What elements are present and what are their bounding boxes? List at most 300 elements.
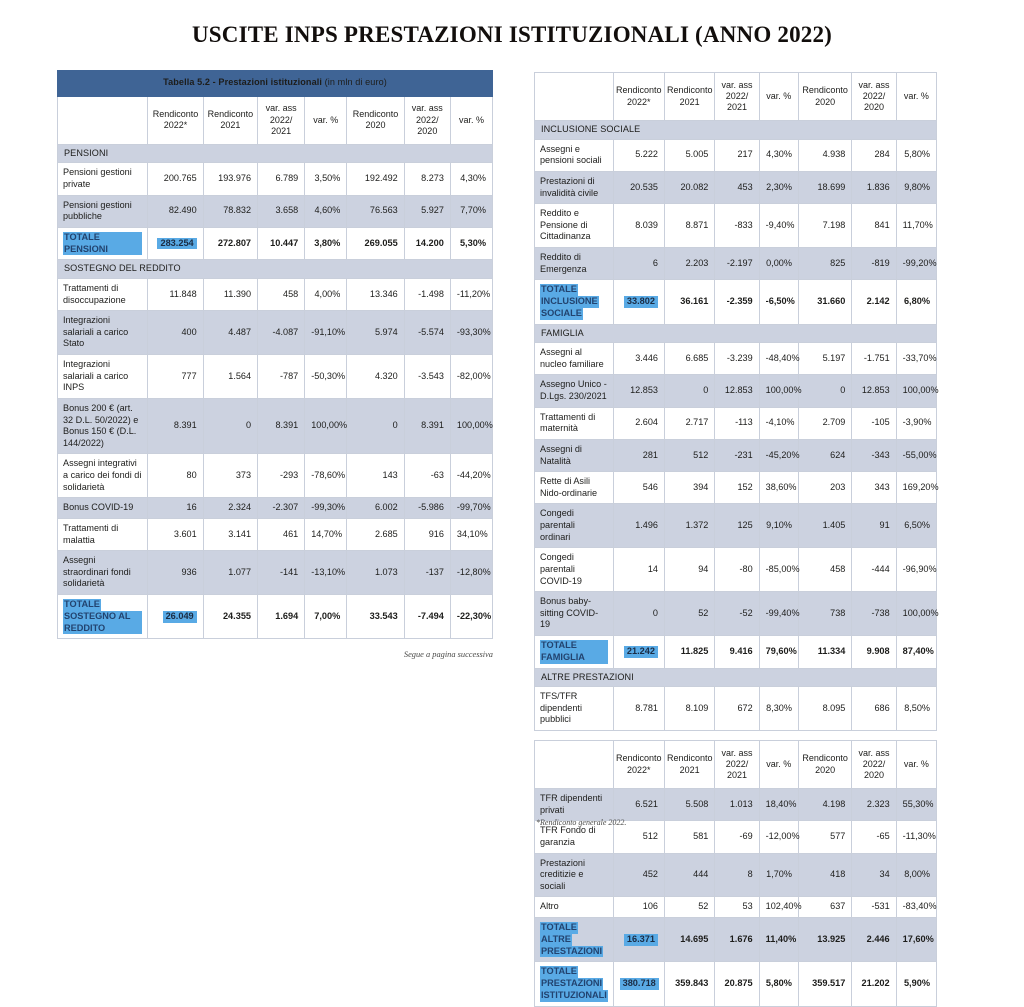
data-cell: -12,00%	[759, 821, 798, 853]
column-header-line: 2020	[365, 120, 386, 131]
data-cell: 461	[258, 518, 305, 550]
data-cell: -12,80%	[450, 551, 492, 595]
data-cell: 5.197	[798, 343, 851, 375]
total-value-cell: 359.843	[664, 962, 714, 1006]
total-value-cell: 359.517	[798, 962, 851, 1006]
data-cell: -85,00%	[759, 548, 798, 592]
total-value-cell: 2.446	[852, 918, 896, 962]
total-label-highlight: ALTRE	[541, 933, 571, 944]
data-cell: 12.853	[852, 375, 896, 407]
column-header-line: 2022*	[627, 96, 651, 107]
data-cell: 577	[798, 821, 851, 853]
data-cell: 1.496	[613, 504, 664, 548]
data-cell: -4,10%	[759, 407, 798, 439]
prestazioni-istituzionali-table-part1	[57, 70, 493, 639]
total-value-cell: 31.660	[798, 280, 851, 324]
total-label	[58, 595, 148, 639]
data-cell: 6	[613, 248, 664, 280]
row-label: Assegni straordinari fondi solidarietà	[58, 551, 148, 595]
data-cell: -69	[715, 821, 759, 853]
table-row	[58, 311, 493, 355]
table-row	[58, 195, 493, 227]
data-cell: 6.521	[613, 789, 664, 821]
right-table-container	[534, 72, 937, 1007]
total-value-cell: -22,30%	[450, 595, 492, 639]
data-cell: 452	[613, 853, 664, 897]
column-header-line: 2021	[679, 764, 700, 775]
data-cell: 458	[258, 278, 305, 310]
column-header-cell	[613, 741, 664, 789]
column-header-cell	[664, 741, 714, 789]
column-header-cell	[664, 73, 714, 121]
data-cell: 1.564	[203, 355, 257, 399]
column-header-line: var. %	[766, 758, 792, 769]
data-cell: 581	[664, 821, 714, 853]
data-cell: 217	[715, 139, 759, 171]
left-table-footnote: Segue a pagina successiva	[403, 650, 493, 659]
data-cell: 76.563	[347, 195, 404, 227]
total-value-cell: 79,60%	[759, 636, 798, 669]
data-cell: 169,20%	[896, 472, 936, 504]
total-value-cell: -6,50%	[759, 280, 798, 324]
data-cell: 0,00%	[759, 248, 798, 280]
data-cell: 100,00%	[305, 398, 347, 454]
data-cell: 9,10%	[759, 504, 798, 548]
total-value-cell: 2.142	[852, 280, 896, 324]
data-cell: -113	[715, 407, 759, 439]
table-row	[58, 278, 493, 310]
column-header-line: 2022/	[416, 114, 439, 125]
total-row	[58, 595, 493, 639]
data-cell: 192.492	[347, 163, 404, 195]
data-cell: 458	[798, 548, 851, 592]
data-cell: 5,80%	[896, 139, 936, 171]
total-value-cell: 14.200	[404, 227, 450, 260]
total-value-cell: 87,40%	[896, 636, 936, 669]
data-cell: 777	[148, 355, 203, 399]
data-cell: -99,70%	[450, 498, 492, 519]
data-cell: -833	[715, 204, 759, 248]
data-cell: -65	[852, 821, 896, 853]
data-cell: 20.082	[664, 171, 714, 203]
column-header-line: 2022/	[862, 758, 886, 769]
row-label: Reddito e Pensione di Cittadinanza	[535, 204, 614, 248]
column-header-line: 2022*	[627, 764, 651, 775]
column-header-cell	[759, 73, 798, 121]
data-cell: 11.390	[203, 278, 257, 310]
row-label: Pensioni gestioni private	[58, 163, 148, 195]
data-cell: 4,30%	[450, 163, 492, 195]
data-cell: -50,30%	[305, 355, 347, 399]
column-header-line: 2022/	[269, 114, 293, 125]
section-band-row	[535, 324, 937, 343]
column-header-cell	[404, 96, 450, 144]
prestazioni-istituzionali-table-part3	[534, 740, 937, 1007]
row-label: Bonus 200 € (art. 32 D.L. 50/2022) e Bonus 150 € (D.L. 144/2022)	[58, 398, 148, 454]
row-label: Integrazioni salariali a carico INPS	[58, 355, 148, 399]
data-cell: 1.372	[664, 504, 714, 548]
data-cell: 936	[148, 551, 203, 595]
total-value-cell: 5,80%	[759, 962, 798, 1006]
data-cell: 18,40%	[759, 789, 798, 821]
column-header-line: 2021	[726, 770, 747, 781]
column-header-line: var. ass	[721, 79, 753, 90]
data-cell: 1.405	[798, 504, 851, 548]
column-header-line: var. ass	[721, 747, 753, 758]
table-row	[535, 407, 937, 439]
column-header-line: 2020	[815, 96, 836, 107]
column-header-line: var. %	[458, 114, 484, 125]
data-cell: 0	[613, 592, 664, 636]
table-row	[58, 551, 493, 595]
data-cell: -3.239	[715, 343, 759, 375]
column-header-line: var. %	[313, 114, 339, 125]
table-row	[535, 248, 937, 280]
data-cell: 4,30%	[759, 139, 798, 171]
data-cell: 6,50%	[896, 504, 936, 548]
highlighted-value: 283.254	[157, 238, 196, 250]
data-cell: -33,70%	[896, 343, 936, 375]
column-header-blank	[58, 96, 148, 144]
row-label: Bonus COVID-19	[58, 498, 148, 519]
column-header-cell	[896, 73, 936, 121]
column-header-cell	[798, 73, 851, 121]
total-label-highlight: TOTALE	[541, 284, 577, 295]
banner-subtitle: (in mln di euro)	[322, 77, 387, 87]
data-cell: 34,10%	[450, 518, 492, 550]
table-row	[535, 343, 937, 375]
column-header-line: Rendiconto	[802, 753, 848, 764]
total-value-cell: 17,60%	[896, 918, 936, 962]
prestazioni-istituzionali-table-part2	[534, 72, 937, 731]
column-header-line: var. ass	[411, 103, 443, 114]
row-label: Pensioni gestioni pubbliche	[58, 195, 148, 227]
data-cell: -293	[258, 454, 305, 498]
data-cell: 3.446	[613, 343, 664, 375]
table-row	[535, 171, 937, 203]
data-cell: 2.709	[798, 407, 851, 439]
data-cell: 4,00%	[305, 278, 347, 310]
data-cell: -2.307	[258, 498, 305, 519]
column-header-line: var. ass	[265, 103, 297, 114]
column-header-row	[58, 96, 493, 144]
data-cell: -82,00%	[450, 355, 492, 399]
data-cell: -13,10%	[305, 551, 347, 595]
data-cell: -5.986	[404, 498, 450, 519]
data-cell: -1.751	[852, 343, 896, 375]
data-cell: 3,50%	[305, 163, 347, 195]
row-label: TFR dipendenti privati	[535, 789, 614, 821]
column-header-line: Rendiconto	[666, 85, 713, 96]
data-cell: 0	[664, 375, 714, 407]
row-label: Congedi parentali COVID-19	[535, 548, 614, 592]
section-band-row	[535, 668, 937, 687]
data-cell: -55,00%	[896, 439, 936, 471]
row-label: TFR Fondo di garanzia	[535, 821, 614, 853]
data-cell: 637	[798, 897, 851, 918]
column-header-cell	[852, 73, 896, 121]
data-cell: 12.853	[715, 375, 759, 407]
data-cell: 8.781	[613, 687, 664, 731]
data-cell: 373	[203, 454, 257, 498]
total-label-highlight: TOTALE	[541, 922, 577, 933]
table-row	[535, 687, 937, 731]
column-header-line: Rendiconto	[615, 753, 662, 764]
table-row	[535, 592, 937, 636]
data-cell: 2.604	[613, 407, 664, 439]
row-label: Integrazioni salariali a carico Stato	[58, 311, 148, 355]
table-row	[58, 163, 493, 195]
data-cell: 284	[852, 139, 896, 171]
page-title: USCITE INPS PRESTAZIONI ISTITUZIONALI (ANNO 2022)	[191, 22, 833, 47]
column-header-line: 2021	[679, 96, 700, 107]
highlighted-value: 16.371	[624, 934, 658, 946]
data-cell: 916	[404, 518, 450, 550]
table-row	[58, 498, 493, 519]
data-cell: 8.095	[798, 687, 851, 731]
table-row	[58, 454, 493, 498]
data-cell: 143	[347, 454, 404, 498]
total-label-highlight: TOTALE PENSIONI	[63, 232, 142, 256]
data-cell: 444	[664, 853, 714, 897]
data-cell: 100,00%	[759, 375, 798, 407]
total-value-cell: 14.695	[664, 918, 714, 962]
data-cell: 20.535	[613, 171, 664, 203]
data-cell: 8	[715, 853, 759, 897]
column-header-cell	[347, 96, 404, 144]
data-cell: 2,30%	[759, 171, 798, 203]
row-label: Altro	[535, 897, 614, 918]
total-value-cell: -7.494	[404, 595, 450, 639]
data-cell: 100,00%	[896, 375, 936, 407]
total-row	[535, 962, 937, 1006]
data-cell: 418	[798, 853, 851, 897]
total-value-cell: 1.694	[258, 595, 305, 639]
data-cell: 5.222	[613, 139, 664, 171]
total-row	[58, 227, 493, 260]
column-header-line: Rendiconto	[207, 108, 254, 119]
column-header-line: var. %	[766, 90, 792, 101]
section-title: INCLUSIONE SOCIALE	[535, 121, 937, 140]
row-label: Prestazioni di invalidità civile	[535, 171, 614, 203]
data-cell: 100,00%	[450, 398, 492, 454]
data-cell: -48,40%	[759, 343, 798, 375]
data-cell: 7.198	[798, 204, 851, 248]
data-cell: 8.273	[404, 163, 450, 195]
total-label	[535, 280, 614, 324]
data-cell: 52	[664, 897, 714, 918]
data-cell: 2.685	[347, 518, 404, 550]
column-header-line: 2022*	[163, 120, 188, 131]
section-band-row	[58, 260, 493, 279]
data-cell: 1,70%	[759, 853, 798, 897]
data-cell: -787	[258, 355, 305, 399]
data-cell: 94	[664, 548, 714, 592]
data-cell: 5.974	[347, 311, 404, 355]
column-header-cell	[203, 96, 257, 144]
data-cell: 12.853	[613, 375, 664, 407]
data-cell: 152	[715, 472, 759, 504]
data-cell: 8.039	[613, 204, 664, 248]
table-row	[535, 504, 937, 548]
data-cell: -80	[715, 548, 759, 592]
table-row	[535, 789, 937, 821]
data-cell: -78,60%	[305, 454, 347, 498]
highlighted-value: 33.802	[624, 296, 658, 308]
data-cell: 52	[664, 592, 714, 636]
data-cell: 4.320	[347, 355, 404, 399]
total-label-highlight: TOTALE FAMIGLIA	[540, 640, 608, 664]
total-value-cell	[613, 962, 664, 1006]
row-label: Assegni integrativi a carico dei fondi di solidarietà	[58, 454, 148, 498]
total-value-cell	[613, 280, 664, 324]
section-title: ALTRE PRESTAZIONI	[535, 668, 937, 687]
row-label: Assegni di Natalità	[535, 439, 614, 471]
data-cell: 281	[613, 439, 664, 471]
table-banner-row	[58, 71, 493, 97]
data-cell: 91	[852, 504, 896, 548]
banner-title: Tabella 5.2 - Prestazioni istituzionali	[163, 77, 322, 87]
table-row	[535, 472, 937, 504]
data-cell: -83,40%	[896, 897, 936, 918]
data-cell: 34	[852, 853, 896, 897]
data-cell: -96,90%	[896, 548, 936, 592]
total-label-highlight: ISTITUZIONALI	[541, 989, 607, 1000]
data-cell: 13.346	[347, 278, 404, 310]
total-value-cell: 36.161	[664, 280, 714, 324]
table-row	[535, 897, 937, 918]
data-cell: 400	[148, 311, 203, 355]
total-row	[535, 636, 937, 669]
total-value-cell: 7,00%	[305, 595, 347, 639]
total-label-highlight: PRESTAZIONI	[541, 978, 603, 989]
total-value-cell: 9.416	[715, 636, 759, 669]
data-cell: -9,40%	[759, 204, 798, 248]
data-cell: 394	[664, 472, 714, 504]
highlighted-value: 26.049	[163, 611, 197, 623]
table-gap	[534, 731, 937, 740]
data-cell: 546	[613, 472, 664, 504]
total-value-cell: 10.447	[258, 227, 305, 260]
data-cell: 1.073	[347, 551, 404, 595]
column-header-line: Rendiconto	[802, 85, 848, 96]
column-header-cell	[798, 741, 851, 789]
table-row	[535, 375, 937, 407]
total-value-cell	[613, 918, 664, 962]
column-header-line: 2021	[726, 102, 747, 113]
data-cell: 2.324	[203, 498, 257, 519]
data-cell: 738	[798, 592, 851, 636]
total-value-cell: 11.825	[664, 636, 714, 669]
total-value-cell: 269.055	[347, 227, 404, 260]
column-header-line: 2022/	[725, 758, 749, 769]
data-cell: 624	[798, 439, 851, 471]
highlighted-value: 21.242	[624, 646, 658, 658]
total-label-highlight: SOSTEGNO AL REDDITO	[63, 611, 142, 635]
total-value-cell	[148, 595, 203, 639]
row-label: Assegno Unico - D.Lgs. 230/2021	[535, 375, 614, 407]
column-header-line: var. ass	[858, 747, 890, 758]
total-row	[535, 280, 937, 324]
data-cell: -3,90%	[896, 407, 936, 439]
data-cell: -99,30%	[305, 498, 347, 519]
data-cell: -738	[852, 592, 896, 636]
data-cell: -44,20%	[450, 454, 492, 498]
data-cell: -93,30%	[450, 311, 492, 355]
data-cell: 38,60%	[759, 472, 798, 504]
data-cell: 453	[715, 171, 759, 203]
data-cell: 16	[148, 498, 203, 519]
data-cell: 2.717	[664, 407, 714, 439]
total-value-cell: 1.676	[715, 918, 759, 962]
data-cell: 106	[613, 897, 664, 918]
data-cell: 3.601	[148, 518, 203, 550]
row-label: Rette di Asili Nido-ordinarie	[535, 472, 614, 504]
data-cell: 2.203	[664, 248, 714, 280]
data-cell: 8.109	[664, 687, 714, 731]
data-cell: 6.685	[664, 343, 714, 375]
row-label: Bonus baby-sitting COVID-19	[535, 592, 614, 636]
column-header-cell	[450, 96, 492, 144]
data-cell: 14	[613, 548, 664, 592]
data-cell: -11,20%	[450, 278, 492, 310]
row-label: Trattamenti di disoccupazione	[58, 278, 148, 310]
row-label: Prestazioni creditizie e sociali	[535, 853, 614, 897]
data-cell: 102,40%	[759, 897, 798, 918]
data-cell: 8,00%	[896, 853, 936, 897]
data-cell: 8.391	[258, 398, 305, 454]
total-value-cell: 272.807	[203, 227, 257, 260]
total-label-highlight: TOTALE	[541, 966, 577, 977]
data-cell: 4.938	[798, 139, 851, 171]
data-cell: 8.391	[148, 398, 203, 454]
data-cell: 193.976	[203, 163, 257, 195]
total-label-highlight: INCLUSIONE	[541, 296, 598, 307]
data-cell: 1.013	[715, 789, 759, 821]
total-value-cell: 24.355	[203, 595, 257, 639]
data-cell: -231	[715, 439, 759, 471]
column-header-line: var. ass	[858, 79, 890, 90]
data-cell: 8,50%	[896, 687, 936, 731]
table-row	[58, 355, 493, 399]
data-cell: -52	[715, 592, 759, 636]
data-cell: 0	[798, 375, 851, 407]
data-cell: 825	[798, 248, 851, 280]
data-cell: -45,20%	[759, 439, 798, 471]
total-row	[535, 918, 937, 962]
column-header-line: 2022/	[725, 90, 749, 101]
section-title: FAMIGLIA	[535, 324, 937, 343]
total-value-cell: 13.925	[798, 918, 851, 962]
data-cell: -91,10%	[305, 311, 347, 355]
table-banner	[58, 71, 493, 97]
total-value-cell: 3,80%	[305, 227, 347, 260]
data-cell: 5.927	[404, 195, 450, 227]
total-value-cell: 33.543	[347, 595, 404, 639]
data-cell: -3.543	[404, 355, 450, 399]
data-cell: 841	[852, 204, 896, 248]
column-header-line: 2021	[220, 120, 241, 131]
table-row	[535, 439, 937, 471]
data-cell: -105	[852, 407, 896, 439]
table-row	[535, 204, 937, 248]
data-cell: 100,00%	[896, 592, 936, 636]
total-value-cell	[613, 636, 664, 669]
data-cell: 686	[852, 687, 896, 731]
column-header-cell	[613, 73, 664, 121]
data-cell: 8,30%	[759, 687, 798, 731]
total-value-cell: 9.908	[852, 636, 896, 669]
